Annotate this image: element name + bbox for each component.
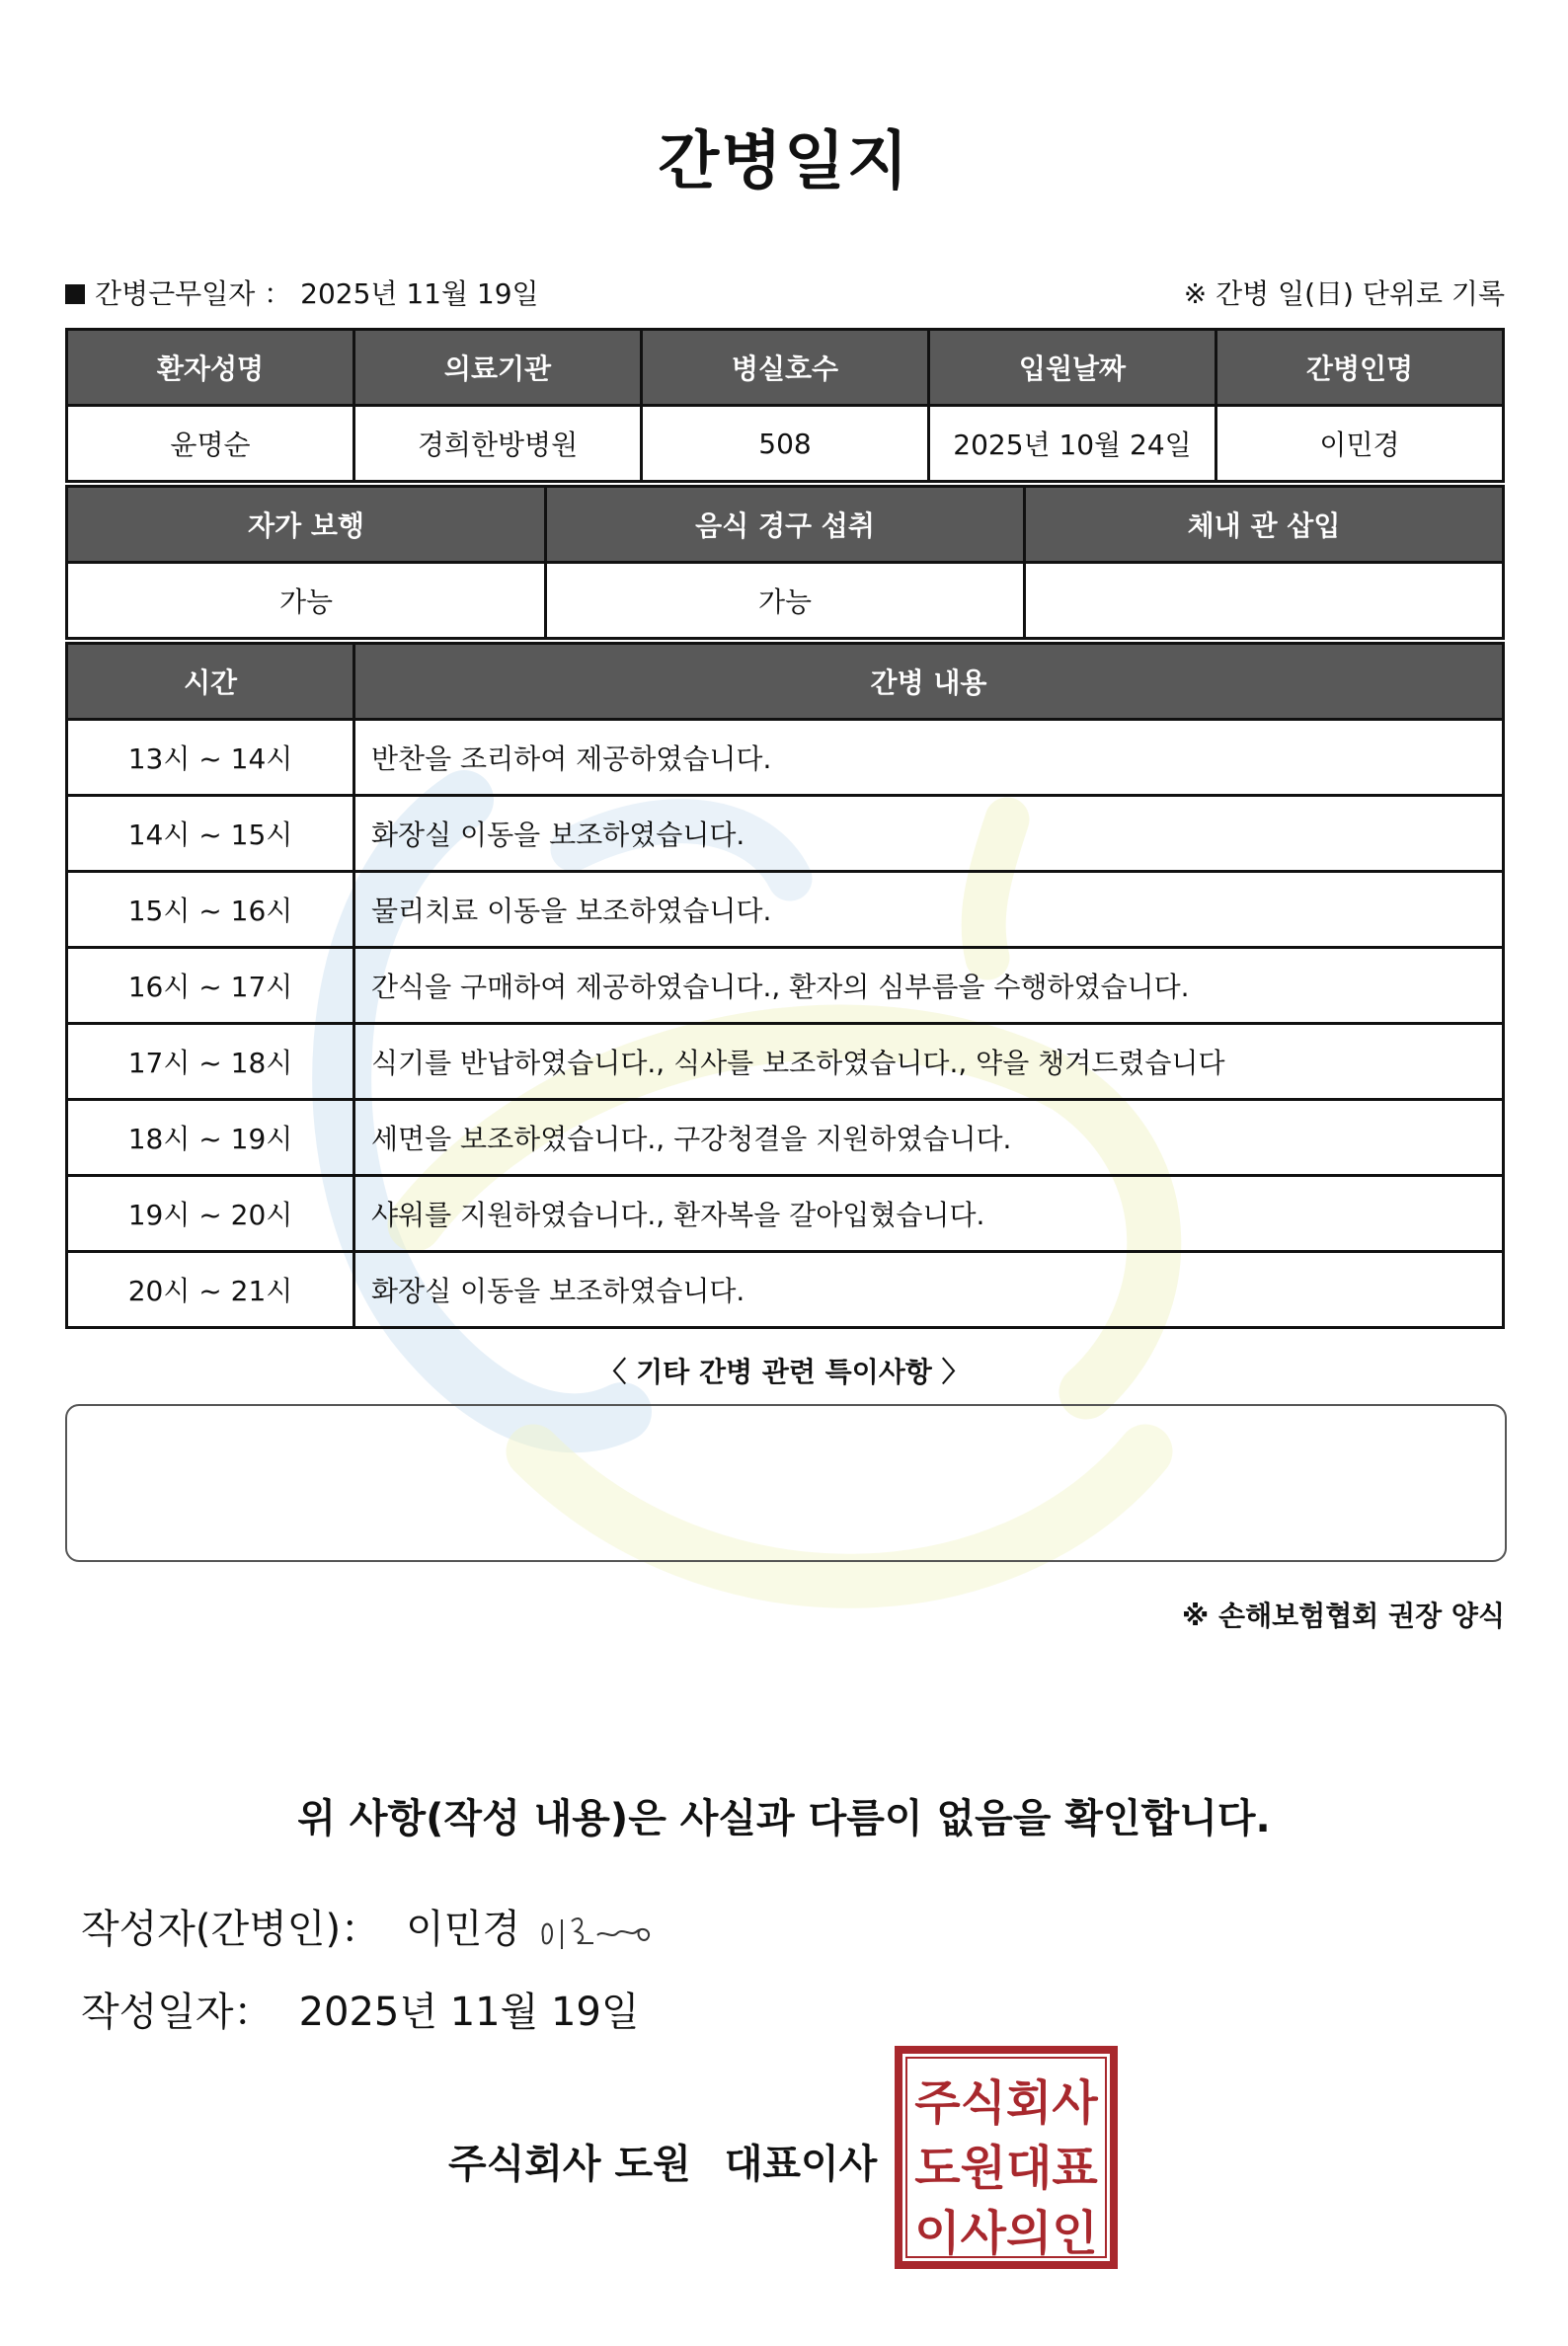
log-time: 18시 ~ 19시 [67, 1100, 354, 1176]
header-tube-insertion: 체내 관 삽입 [1025, 487, 1504, 563]
seal-text-line: 주식회사 [914, 2075, 1098, 2131]
table-row [67, 948, 1504, 1024]
log-time: 20시 ~ 21시 [67, 1252, 354, 1328]
log-time: 17시 ~ 18시 [67, 1024, 354, 1100]
work-date-line [65, 273, 539, 312]
table-row [67, 1024, 1504, 1100]
square-bullet-icon [65, 284, 85, 304]
writer-label: 작성자(간병인)： [81, 1907, 381, 1952]
table-row [67, 720, 1504, 796]
header-self-walking: 자가 보행 [67, 487, 546, 563]
log-content: 반찬을 조리하여 제공하였습니다. [354, 720, 1504, 796]
seal-text-line: 이사의인 [914, 2206, 1098, 2261]
oral-intake-value: 가능 [546, 563, 1025, 639]
header-caregiver: 간병인명 [1216, 330, 1504, 406]
log-time: 15시 ~ 16시 [67, 872, 354, 948]
company-name: 주식회사 도원 [448, 2142, 691, 2187]
special-notes-title: 〈 기타 간병 관련 특이사항 〉 [598, 1356, 970, 1388]
log-time: 14시 ~ 15시 [67, 796, 354, 872]
log-content: 물리치료 이동을 보조하였습니다. [354, 872, 1504, 948]
self-walking-value: 가능 [67, 563, 546, 639]
log-content: 화장실 이동을 보조하였습니다. [354, 1252, 1504, 1328]
confirmation-statement: 위 사항(작성 내용)은 사실과 다름이 없음을 확인합니다. [297, 1796, 1271, 1841]
writer-name: 이민경 [406, 1907, 520, 1952]
log-content: 화장실 이동을 보조하였습니다. [354, 796, 1504, 872]
header-admission-date: 입원날짜 [929, 330, 1216, 406]
log-content: 세면을 보조하였습니다., 구강청결을 지원하였습니다. [354, 1100, 1504, 1176]
patient-name: 윤명순 [67, 406, 354, 482]
table-row [67, 1100, 1504, 1176]
write-date-line [81, 1981, 640, 2037]
table-row [67, 1176, 1504, 1252]
log-content: 샤워를 지원하였습니다., 환자복을 갈아입혔습니다. [354, 1176, 1504, 1252]
log-content: 식기를 반납하였습니다., 식사를 보조하였습니다., 약을 챙겨드렸습니다 [354, 1024, 1504, 1100]
header-oral-intake: 음식 경구 섭취 [546, 487, 1025, 563]
room-number: 508 [642, 406, 929, 482]
table-row [67, 1252, 1504, 1328]
write-date-value: 2025년 11월 19일 [298, 1990, 640, 2035]
log-time: 13시 ~ 14시 [67, 720, 354, 796]
header-hospital: 의료기관 [354, 330, 642, 406]
work-date-label: 간병근무일자 [95, 277, 256, 310]
writer-line [81, 1898, 520, 1954]
record-note: ※ 간병 일(日) 단위로 기록 [1183, 277, 1505, 310]
header-time: 시간 [67, 644, 354, 720]
table-row [67, 872, 1504, 948]
form-source-note: ※ 손해보험협회 권장 양식 [1182, 1600, 1505, 1632]
log-time: 16시 ~ 17시 [67, 948, 354, 1024]
company-title: 대표이사 [724, 2142, 878, 2187]
hospital-name: 경희한방병원 [354, 406, 642, 482]
seal-text-line: 도원대표 [914, 2141, 1098, 2196]
work-date-separator: ： [264, 277, 292, 310]
care-log-table [65, 642, 1505, 1329]
patient-info-table [65, 328, 1505, 483]
company-line [448, 2133, 877, 2189]
log-time: 19시 ~ 20시 [67, 1176, 354, 1252]
header-room: 병실호수 [642, 330, 929, 406]
caregiver-name: 이민경 [1216, 406, 1504, 482]
company-seal [895, 2046, 1118, 2269]
admission-date: 2025년 10월 24일 [929, 406, 1216, 482]
page-title: 간병일지 [658, 125, 910, 198]
handwritten-signature [538, 1900, 676, 1959]
work-date-value: 2025년 11월 19일 [300, 277, 539, 310]
header-patient-name: 환자성명 [67, 330, 354, 406]
table-row [67, 796, 1504, 872]
log-content: 간식을 구매하여 제공하였습니다., 환자의 심부름을 수행하였습니다. [354, 948, 1504, 1024]
patient-status-table [65, 485, 1505, 640]
header-care-content: 간병 내용 [354, 644, 1504, 720]
write-date-label: 작성일자： [81, 1990, 274, 2035]
tube-insertion-value [1025, 563, 1504, 639]
special-notes-box [65, 1404, 1507, 1562]
